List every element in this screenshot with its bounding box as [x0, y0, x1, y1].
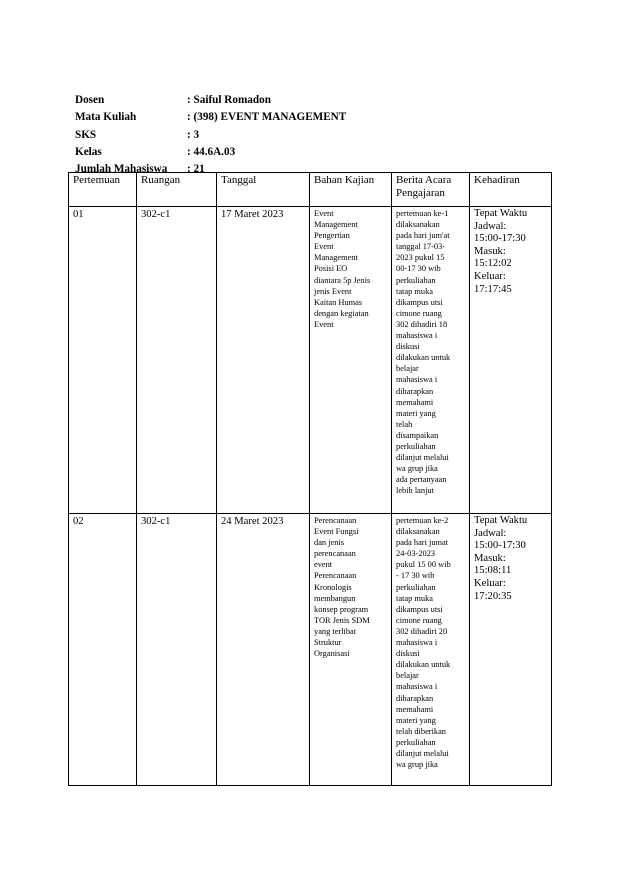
mata-kuliah-row [75, 109, 346, 126]
jadwal-value: 15:00-17:30 [474, 233, 526, 245]
kehadiran-status: Tepat Waktu [474, 515, 528, 526]
keluar-value: 17:20:35 [474, 590, 512, 602]
keluar-label: Keluar: [474, 270, 506, 282]
kehadiran-cell [470, 514, 552, 786]
jumlah-mahasiswa-value: : 21 [187, 163, 205, 176]
tanggal-cell: 17 Maret 2023 [217, 207, 310, 514]
mata-kuliah-label: Mata Kuliah [75, 111, 137, 124]
kelas-label: Kelas [75, 145, 102, 158]
kehadiran-status: Tepat Waktu [474, 208, 528, 219]
ruangan-cell: 302-c1 [137, 207, 217, 514]
berita-acara-cell: pertemuan ke-1 dilaksanakan pada hari jum'at tanggal 17-03- 2023 pukul 15 00-17 30 wib perkuliahan tatap muka dikampus utsi cimone ruang 302 dihadiri 18 mahasiswa i diskusi dilakukan untuk belajar mahasiswa i diharapkan memahami materi yang telah disampaikan perkuliahan dilanjut melalui wa grup jika ada pertanyaan lebih lanjut [392, 207, 470, 514]
ruangan-cell: 302-c1 [137, 514, 217, 786]
column-header-kehadiran: Kehadiran [470, 173, 552, 207]
pertemuan-cell: 02 [69, 514, 137, 786]
dosen-row [75, 92, 346, 109]
kehadiran-cell [470, 207, 552, 514]
masuk-label: Masuk: [474, 245, 506, 257]
tanggal-cell: 24 Maret 2023 [217, 514, 310, 786]
sks-row [75, 127, 346, 144]
column-header-bahan-kajian: Bahan Kajian [310, 173, 392, 207]
teaching-journal-table [68, 172, 552, 786]
masuk-value: 15:12:02 [474, 258, 512, 270]
table-row [69, 514, 552, 786]
bahan-kajian-cell: Perencanaan Event Fungsi dan jenis perencanaan event Perencanaan Kronologis membangun konsep program TOR Jenis SDM yang terlibat Struktur Organisasi [310, 514, 392, 786]
jadwal-value: 15:00-17:30 [474, 540, 526, 552]
column-header-berita-acara: Berita Acara Pengajaran [392, 173, 470, 207]
kelas-row [75, 144, 346, 161]
pertemuan-cell: 01 [69, 207, 137, 514]
table-row [69, 207, 552, 514]
keluar-label: Keluar: [474, 577, 506, 589]
kelas-value: : 44.6A.03 [187, 145, 236, 158]
sks-label: SKS [75, 128, 97, 141]
jumlah-mahasiswa-label: Jumlah Mahasiswa [75, 163, 168, 176]
dosen-label: Dosen [75, 94, 105, 106]
mata-kuliah-value: : (398) EVENT MANAGEMENT [187, 111, 347, 124]
course-header [75, 92, 346, 178]
sks-value: : 3 [187, 128, 200, 141]
column-header-tanggal: Tanggal [217, 173, 310, 207]
keluar-value: 17:17:45 [474, 283, 512, 295]
dosen-value: : Saiful Romadon [187, 94, 271, 106]
masuk-label: Masuk: [474, 552, 506, 564]
column-header-pertemuan: Pertemuan [69, 173, 137, 207]
jadwal-label: Jadwal: [474, 220, 507, 232]
jadwal-label: Jadwal: [474, 527, 507, 539]
table-header-row [69, 173, 552, 207]
berita-acara-cell: pertemuan ke-2 dilaksanakan pada hari jumat 24-03-2023 pukul 15 00 wib - 17 30 wib perkuliahan tatap muka dikampus utsi cimone ruang 302 dihadiri 20 mahasiswa i diskusi dilakukan untuk belajar mahasiswa i diharapkan memahami materi yang telah diberikan perkuliahan dilanjut melalui wa grup jika [392, 514, 470, 786]
column-header-ruangan: Ruangan [137, 173, 217, 207]
bahan-kajian-cell: Event Management Pengertian Event Management Posisi EO diantara 5p Jenis jenis Event Kaitan Humas dengan kegiatan Event [310, 207, 392, 514]
masuk-value: 15:08:11 [474, 565, 512, 577]
